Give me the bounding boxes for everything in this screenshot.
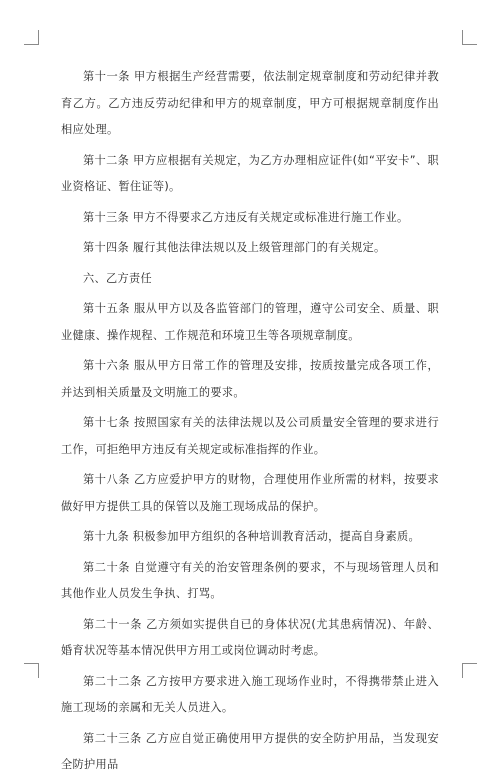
paragraph-article-12: 第十二条 甲方应根据有关规定，为乙方办理相应证件(如“平安卡”、职业资格证、暂住证等)。 [61, 153, 439, 193]
section-heading-party-b-duties: 六、乙方责任 [83, 271, 152, 285]
paragraph-article-18: 第十八条 乙方应爱护甲方的财物，合理使用作业所需的材料，按要求做好甲方提供工具的保管以及施工现场成品的保护。 [61, 473, 439, 513]
crop-mark-bottom-right [462, 663, 477, 678]
paragraph-article-15: 第十五条 服从甲方以及各监管部门的管理，遵守公司安全、质量、职业健康、操作规程、工作规范和环境卫生等各项规章制度。 [61, 302, 439, 342]
paragraph-article-20: 第二十条 自觉遵守有关的治安管理条例的要求，不与现场管理人员和其他作业人员发生争执、打骂。 [61, 560, 439, 600]
paragraph-article-22: 第二十二条 乙方按甲方要求进入施工现场作业时，不得携带禁止进入施工现场的亲属和无关人员进入。 [61, 674, 439, 714]
crop-mark-top-right [462, 30, 477, 45]
paragraph-article-14: 第十四条 履行其他法律法规以及上级管理部门的有关规定。 [83, 241, 386, 254]
paragraph-article-21: 第二十一条 乙方须如实提供自已的身体状况(尤其患病情况)、年龄、婚育状况等基本情况供甲方用工或岗位调动时考虑。 [61, 617, 439, 657]
paragraph-article-13: 第十三条 甲方不得要求乙方违反有关规定或标准进行施工作业。 [83, 210, 409, 224]
crop-mark-top-left [24, 30, 39, 45]
paragraph-article-17: 第十七条 按照国家有关的法律法规以及公司质量安全管理的要求进行工作，可拒绝甲方违反有关规定或标准指挥的作业。 [61, 416, 439, 456]
document-body [61, 64, 439, 779]
paragraph-article-16: 第十六条 服从甲方日常工作的管理及安排，按质按量完成各项工作，并达到相关质量及文明施工的要求。 [61, 359, 439, 399]
crop-mark-bottom-left [24, 663, 39, 678]
paragraph-article-11: 第十一条 甲方根据生产经营需要，依法制定规章制度和劳动纪律并教育乙方。乙方违反劳动纪律和甲方的规章制度，甲方可根据规章制度作出相应处理。 [61, 70, 439, 136]
paragraph-article-23: 第二十三条 乙方应自觉正确使用甲方提供的安全防护用品，当发现安全防护用品 [61, 731, 439, 771]
paragraph-article-19: 第十九条 积极参加甲方组织的各种培训教育活动，提高自身素质。 [83, 530, 420, 543]
